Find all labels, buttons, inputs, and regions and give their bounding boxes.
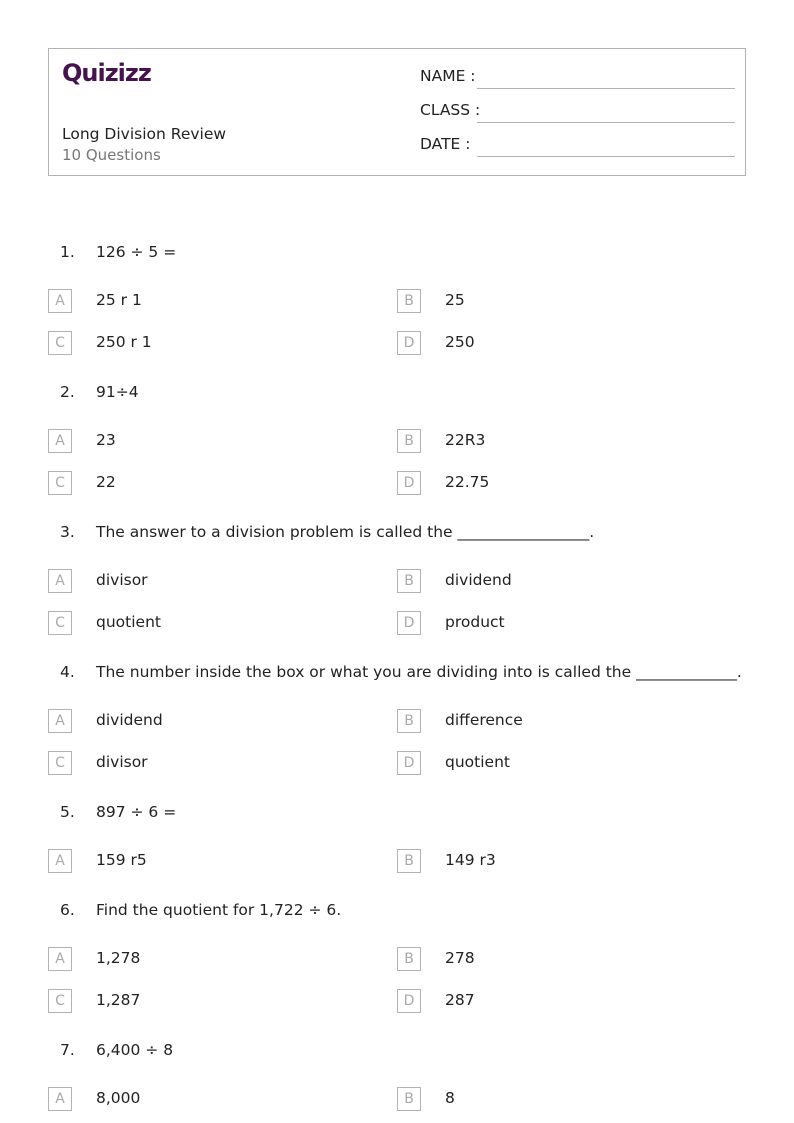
question-6 bbox=[0, 895, 794, 925]
option-letter: C bbox=[48, 471, 72, 495]
q3-option-a[interactable] bbox=[48, 569, 348, 595]
question-number: 3. bbox=[60, 523, 75, 541]
option-text: divisor bbox=[96, 753, 148, 771]
name-field[interactable] bbox=[420, 65, 740, 91]
question-5 bbox=[0, 797, 794, 827]
q6-option-c[interactable] bbox=[48, 989, 348, 1015]
option-letter: A bbox=[48, 849, 72, 873]
date-line[interactable] bbox=[477, 156, 735, 157]
q6-option-b[interactable] bbox=[397, 947, 697, 973]
option-text: quotient bbox=[96, 613, 161, 631]
option-text: 23 bbox=[96, 431, 116, 449]
option-letter: B bbox=[397, 849, 421, 873]
class-field[interactable] bbox=[420, 99, 740, 125]
question-text: 897 ÷ 6 = bbox=[96, 803, 177, 821]
class-label: CLASS : bbox=[420, 101, 481, 119]
question-text: 126 ÷ 5 = bbox=[96, 243, 177, 261]
q3-option-d[interactable] bbox=[397, 611, 697, 637]
name-label: NAME : bbox=[420, 67, 476, 85]
question-text: The answer to a division problem is called the _________________. bbox=[96, 523, 595, 541]
option-text: 1,287 bbox=[96, 991, 141, 1009]
q2-option-a[interactable] bbox=[48, 429, 348, 455]
q6-option-a[interactable] bbox=[48, 947, 348, 973]
question-number: 4. bbox=[60, 663, 75, 681]
option-letter: A bbox=[48, 709, 72, 733]
q7-option-a[interactable] bbox=[48, 1087, 348, 1113]
option-letter: C bbox=[48, 611, 72, 635]
option-letter: D bbox=[397, 751, 421, 775]
q5-option-b[interactable] bbox=[397, 849, 697, 875]
option-text: 250 bbox=[445, 333, 475, 351]
question-count: 10 Questions bbox=[62, 146, 161, 164]
option-text: dividend bbox=[445, 571, 512, 589]
option-letter: D bbox=[397, 611, 421, 635]
option-letter: B bbox=[397, 429, 421, 453]
worksheet-title: Long Division Review bbox=[62, 125, 227, 143]
option-text: 278 bbox=[445, 949, 475, 967]
option-text: 159 r5 bbox=[96, 851, 147, 869]
q4-option-b[interactable] bbox=[397, 709, 697, 735]
worksheet-header bbox=[48, 48, 746, 176]
option-text: 149 r3 bbox=[445, 851, 496, 869]
option-text: 22R3 bbox=[445, 431, 486, 449]
q2-option-c[interactable] bbox=[48, 471, 348, 497]
option-letter: B bbox=[397, 289, 421, 313]
q2-option-b[interactable] bbox=[397, 429, 697, 455]
option-text: product bbox=[445, 613, 505, 631]
option-letter: C bbox=[48, 331, 72, 355]
q3-option-b[interactable] bbox=[397, 569, 697, 595]
question-2 bbox=[0, 377, 794, 407]
question-7 bbox=[0, 1035, 794, 1065]
question-number: 5. bbox=[60, 803, 75, 821]
q2-option-d[interactable] bbox=[397, 471, 697, 497]
option-text: 287 bbox=[445, 991, 475, 1009]
option-text: 8 bbox=[445, 1089, 455, 1107]
option-letter: C bbox=[48, 989, 72, 1013]
option-text: quotient bbox=[445, 753, 510, 771]
option-letter: A bbox=[48, 1087, 72, 1111]
q4-option-a[interactable] bbox=[48, 709, 348, 735]
option-text: dividend bbox=[96, 711, 163, 729]
option-text: difference bbox=[445, 711, 523, 729]
option-text: divisor bbox=[96, 571, 148, 589]
option-text: 1,278 bbox=[96, 949, 141, 967]
option-text: 250 r 1 bbox=[96, 333, 152, 351]
option-letter: C bbox=[48, 751, 72, 775]
option-letter: A bbox=[48, 289, 72, 313]
option-text: 22.75 bbox=[445, 473, 490, 491]
option-letter: D bbox=[397, 331, 421, 355]
q5-option-a[interactable] bbox=[48, 849, 348, 875]
option-letter: D bbox=[397, 471, 421, 495]
question-4 bbox=[0, 657, 794, 687]
question-1 bbox=[0, 237, 794, 267]
question-text: 6,400 ÷ 8 bbox=[96, 1041, 174, 1059]
option-text: 8,000 bbox=[96, 1089, 141, 1107]
q1-option-a[interactable] bbox=[48, 289, 348, 315]
q4-option-c[interactable] bbox=[48, 751, 348, 777]
quizizz-logo: Quizizz bbox=[62, 59, 151, 87]
q1-option-d[interactable] bbox=[397, 331, 697, 357]
q3-option-c[interactable] bbox=[48, 611, 348, 637]
class-line[interactable] bbox=[477, 122, 735, 123]
question-text: Find the quotient for 1,722 ÷ 6. bbox=[96, 901, 342, 919]
q4-option-d[interactable] bbox=[397, 751, 697, 777]
option-letter: D bbox=[397, 989, 421, 1013]
date-field[interactable] bbox=[420, 133, 740, 159]
question-3 bbox=[0, 517, 794, 547]
option-letter: A bbox=[48, 429, 72, 453]
option-letter: B bbox=[397, 569, 421, 593]
option-letter: B bbox=[397, 709, 421, 733]
q1-option-c[interactable] bbox=[48, 331, 348, 357]
option-letter: B bbox=[397, 947, 421, 971]
option-text: 25 bbox=[445, 291, 465, 309]
name-line[interactable] bbox=[477, 88, 735, 89]
option-letter: A bbox=[48, 947, 72, 971]
question-number: 6. bbox=[60, 901, 75, 919]
option-letter: A bbox=[48, 569, 72, 593]
q1-option-b[interactable] bbox=[397, 289, 697, 315]
question-text: 91÷4 bbox=[96, 383, 139, 401]
q6-option-d[interactable] bbox=[397, 989, 697, 1015]
date-label: DATE : bbox=[420, 135, 471, 153]
option-text: 22 bbox=[96, 473, 116, 491]
question-number: 2. bbox=[60, 383, 75, 401]
option-letter: B bbox=[397, 1087, 421, 1111]
q7-option-b[interactable] bbox=[397, 1087, 697, 1113]
question-number: 7. bbox=[60, 1041, 75, 1059]
option-text: 25 r 1 bbox=[96, 291, 142, 309]
question-number: 1. bbox=[60, 243, 75, 261]
question-text: The number inside the box or what you are dividing into is called the _____________. bbox=[96, 663, 742, 681]
